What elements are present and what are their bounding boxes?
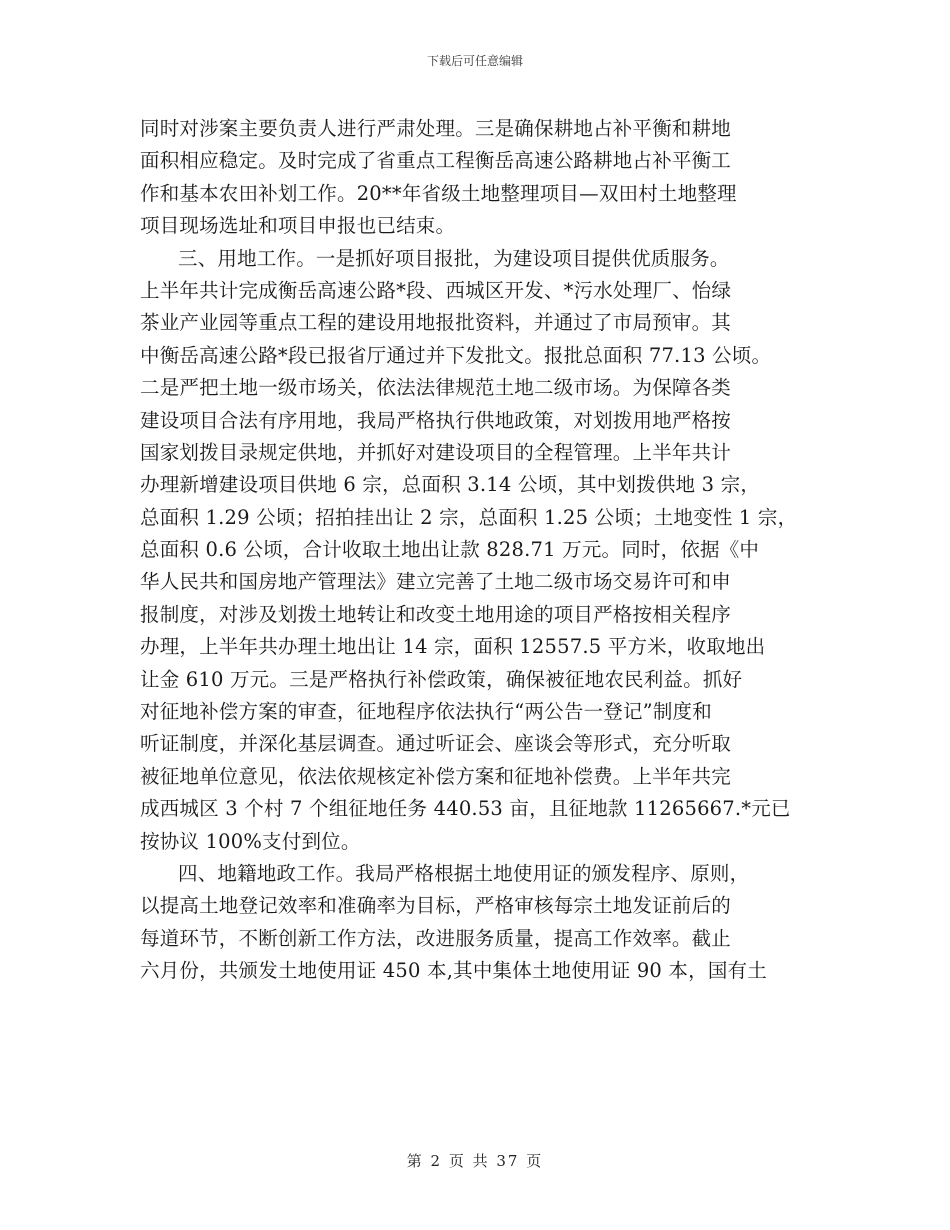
- text-line: 四、地籍地政工作。我局严格根据土地使用证的颁发程序、原则，: [178, 861, 750, 885]
- text-line: 听证制度，并深化基层调查。通过听证会、座谈会等形式，充分听取: [140, 732, 732, 756]
- text-line: 中衡岳高速公路*段已报省厅通过并下发批文。报批总面积 77.13 公顷。: [140, 343, 772, 367]
- text-line: 总面积 1.29 公顷；招拍挂出让 2 宗，总面积 1.25 公顷；土地变性 1 宗，: [140, 505, 798, 529]
- text-line: 以提高土地登记效率和准确率为目标，严格审核每宗土地发证前后的: [140, 894, 732, 918]
- text-line: 二是严把土地一级市场关，依法法律规范土地二级市场。为保障各类: [140, 376, 732, 400]
- text-line: 每道环节，不断创新工作方法，改进服务质量，提高工作效率。截止: [140, 926, 732, 950]
- text-line: 同时对涉案主要负责人进行严肃处理。三是确保耕地占补平衡和耕地: [140, 117, 732, 140]
- text-line: 对征地补偿方案的审查，征地程序依法执行“两公告一登记”制度和: [140, 700, 712, 724]
- text-line: 报制度，对涉及划拨土地转让和改变土地用途的项目严格按相关程序: [140, 602, 732, 626]
- text-line: 被征地单位意见，依法依规核定补偿方案和征地补偿费。上半年共完: [140, 764, 732, 788]
- text-line: 按协议 100%支付到位。: [140, 829, 361, 853]
- text-line: 建设项目合法有序用地，我局严格执行供地政策，对划拨用地严格按: [140, 408, 732, 432]
- text-line: 六月份，共颁发土地使用证 450 本,其中集体土地使用证 90 本，国有土: [140, 959, 767, 983]
- text-line: 国家划拨目录规定供地，并抓好对建设项目的全程管理。上半年共计: [140, 440, 732, 464]
- text-line: 作和基本农田补划工作。20**年省级土地整理项目—双田村土地整理: [140, 181, 737, 205]
- text-line: 茶业产业园等重点工程的建设用地报批资料，并通过了市局预审。其: [140, 311, 732, 335]
- text-line: 办理新增建设项目供地 6 宗，总面积 3.14 公顷，其中划拨供地 3 宗，: [140, 473, 761, 497]
- document-body: [140, 113, 815, 988]
- text-line: 上半年共计完成衡岳高速公路*段、西城区开发、*污水处理厂、怡绿: [140, 278, 732, 302]
- text-line: 华人民共和国房地产管理法》建立完善了土地二级市场交易许可和申: [140, 570, 732, 594]
- text-line: 总面积 0.6 公顷，合计收取土地出让款 828.71 万元。同时，依据《中: [140, 538, 760, 562]
- text-line: 面积相应稳定。及时完成了省重点工程衡岳高速公路耕地占补平衡工: [140, 149, 732, 173]
- page-footer: 第 2 页 共 37 页: [406, 1152, 544, 1170]
- page-header: 下载后可任意编辑: [426, 54, 523, 68]
- text-line: 三、用地工作。一是抓好项目报批，为建设项目提供优质服务。: [178, 246, 730, 270]
- text-line: 让金 610 万元。三是严格执行补偿政策，确保被征地农民利益。抓好: [140, 667, 743, 691]
- text-line: 成西城区 3 个村 7 个组征地任务 440.53 亩，且征地款 11265667.*元已: [140, 797, 791, 821]
- text-line: 项目现场选址和项目申报也已结束。: [140, 214, 456, 238]
- text-line: 办理，上半年共办理土地出让 14 宗，面积 12557.5 平方米，收取地出: [140, 635, 766, 659]
